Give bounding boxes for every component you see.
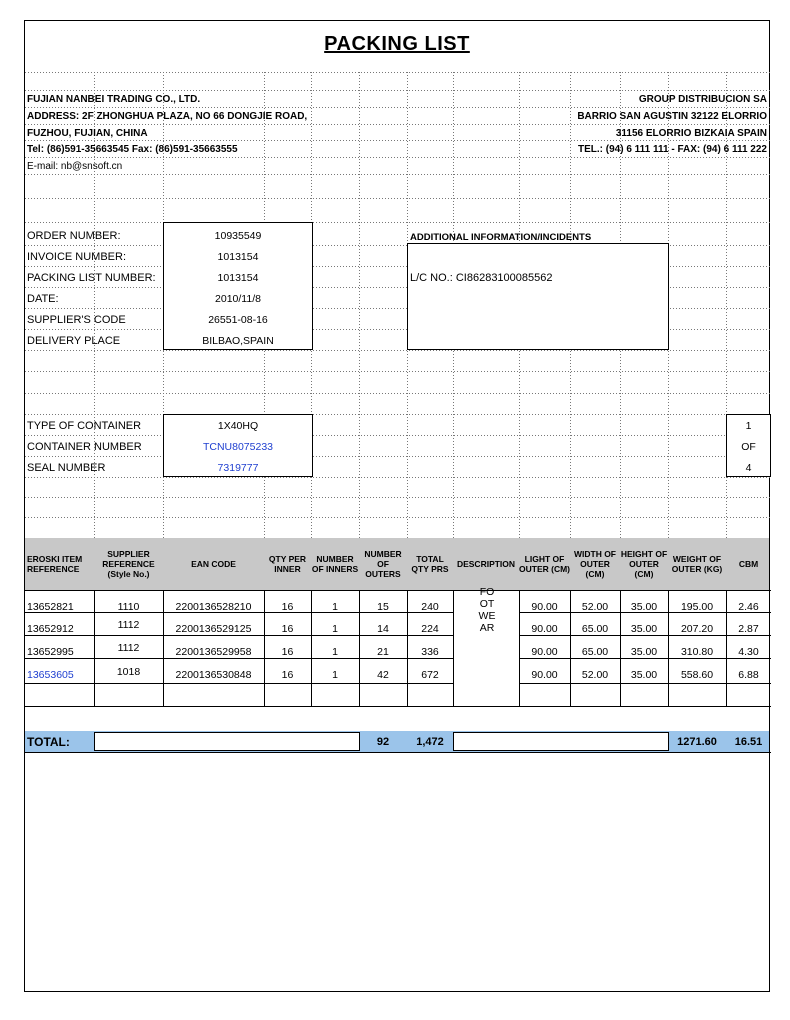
row3-width: 65.00 xyxy=(581,646,609,658)
delivery-place-label: DELIVERY PLACE xyxy=(27,335,121,347)
header-cbm: CBM xyxy=(738,559,759,569)
row3-length: 90.00 xyxy=(531,646,558,658)
row3-qty-inner: 16 xyxy=(281,646,294,658)
row3-inners: 1 xyxy=(332,646,338,658)
table-body-lines xyxy=(25,21,771,993)
row3-height: 35.00 xyxy=(630,646,658,658)
totals-label: TOTAL: xyxy=(27,735,70,749)
row4-ean: 2200136530848 xyxy=(175,669,252,681)
row3-item: 13652995 xyxy=(27,646,74,658)
row3-cbm: 4.30 xyxy=(738,646,759,658)
buyer-address-line2: 31156 ELORRIO BIZKAIA SPAIN xyxy=(615,128,767,139)
row4-weight: 558.60 xyxy=(680,669,714,681)
seller-tel-fax: Tel: (86)591-35663545 Fax: (86)591-35663555 xyxy=(27,144,238,155)
row1-style: 1110 xyxy=(117,601,140,613)
totals-blank-middle xyxy=(453,732,669,751)
order-number: 10935549 xyxy=(214,230,262,242)
row1-inners: 1 xyxy=(332,601,338,613)
row4-width: 52.00 xyxy=(581,669,609,681)
buyer-address-line1: BARRIO SAN AGUSTIN 32122 ELORRIO xyxy=(577,111,767,122)
row3-ean: 2200136529958 xyxy=(175,646,252,658)
row2-total: 224 xyxy=(421,623,439,635)
total-weight: 1271.60 xyxy=(677,736,717,748)
document-title: PACKING LIST xyxy=(324,33,470,55)
row2-length: 90.00 xyxy=(531,623,558,635)
row1-ean: 2200136528210 xyxy=(175,601,252,613)
row2-width: 65.00 xyxy=(581,623,609,635)
seal-number: 7319777 xyxy=(217,462,259,474)
lc-number: L/C NO.: CI86283100085562 xyxy=(410,272,553,284)
row1-outers: 15 xyxy=(377,601,389,613)
description-footwear: FOOTWEAR xyxy=(478,586,496,634)
row4-total: 672 xyxy=(421,669,439,681)
container-number-label: CONTAINER NUMBER xyxy=(27,441,142,453)
row4-height: 35.00 xyxy=(630,669,658,681)
packing-list-number: 1013154 xyxy=(217,272,259,284)
header-qty-per-inner: QTY PER INNER xyxy=(268,554,307,574)
seal-number-label: SEAL NUMBER xyxy=(27,462,106,474)
total-outers: 92 xyxy=(376,736,390,748)
container-type: 1X40HQ xyxy=(217,420,259,432)
header-height: HEIGHT OF OUTER (CM) xyxy=(620,549,668,579)
row2-ean: 2200136529125 xyxy=(175,623,252,635)
row4-item: 13653605 xyxy=(27,669,74,681)
row2-item: 13652912 xyxy=(27,623,74,635)
order-number-label: ORDER NUMBER: xyxy=(27,230,121,242)
row4-inners: 1 xyxy=(332,669,338,681)
header-weight: WEIGHT OF OUTER (KG) xyxy=(671,554,723,574)
row4-cbm: 6.88 xyxy=(738,669,759,681)
row2-height: 35.00 xyxy=(630,623,658,635)
buyer-name: GROUP DISTRIBUCION SA xyxy=(638,94,767,105)
header-length: LIGHT OF OUTER (CM) xyxy=(519,554,570,574)
date-value: 2010/11/8 xyxy=(215,293,261,305)
row4-outers: 42 xyxy=(377,669,389,681)
row3-style: 1112 xyxy=(117,642,140,654)
row3-outers: 21 xyxy=(377,646,389,658)
row2-style: 1112 xyxy=(117,619,140,631)
header-width: WIDTH OF OUTER (CM) xyxy=(573,549,617,579)
row1-height: 35.00 xyxy=(630,601,658,613)
seller-address-line2: FUZHOU, FUJIAN, CHINA xyxy=(27,128,148,139)
buyer-tel-fax: TEL.: (94) 6 111 111 - FAX: (94) 6 111 222 xyxy=(577,144,767,155)
totals-blank-left xyxy=(94,732,360,751)
header-total-qty: TOTAL QTY PRS xyxy=(411,554,449,574)
container-number: TCNU8075233 xyxy=(202,441,274,453)
row2-inners: 1 xyxy=(332,623,338,635)
total-qty-prs: 1,472 xyxy=(416,736,444,748)
row2-qty-inner: 16 xyxy=(281,623,294,635)
row1-total: 240 xyxy=(421,601,439,613)
header-ean-code: EAN CODE xyxy=(191,559,236,569)
header-number-of-inners: NUMBER OF INNERS xyxy=(311,554,359,574)
packing-list-sheet xyxy=(24,20,770,992)
page-total: 4 xyxy=(745,462,752,474)
row2-outers: 14 xyxy=(377,623,389,635)
page-of: OF xyxy=(741,441,756,453)
invoice-number: 1013154 xyxy=(217,251,259,263)
supplier-code: 26551-08-16 xyxy=(208,314,268,326)
page-current: 1 xyxy=(745,420,752,432)
seller-email: E-mail: nb@snsoft.cn xyxy=(27,161,123,172)
row3-total: 336 xyxy=(421,646,439,658)
total-cbm: 16.51 xyxy=(734,736,763,748)
date-label: DATE: xyxy=(27,293,59,305)
header-supplier-reference: SUPPLIER REFERENCE (Style No.) xyxy=(102,549,155,579)
row3-weight: 310.80 xyxy=(680,646,714,658)
header-number-of-outers: NUMBER OF OUTERS xyxy=(364,549,402,579)
row1-cbm: 2.46 xyxy=(738,601,759,613)
row1-weight: 195.00 xyxy=(680,601,714,613)
row4-length: 90.00 xyxy=(531,669,558,681)
header-description: DESCRIPTION xyxy=(456,559,516,569)
invoice-number-label: INVOICE NUMBER: xyxy=(27,251,127,263)
row1-length: 90.00 xyxy=(531,601,558,613)
row2-weight: 207.20 xyxy=(680,623,714,635)
packing-list-number-label: PACKING LIST NUMBER: xyxy=(27,272,156,284)
row4-qty-inner: 16 xyxy=(281,669,294,681)
row1-item: 13652821 xyxy=(27,601,74,613)
seller-name: FUJIAN NANBEI TRADING CO., LTD. xyxy=(27,94,201,105)
seller-address-line1: ADDRESS: 2F ZHONGHUA PLAZA, NO 66 DONGJIE ROAD, xyxy=(27,111,308,122)
row1-qty-inner: 16 xyxy=(281,601,294,613)
row1-width: 52.00 xyxy=(581,601,609,613)
row4-style: 1018 xyxy=(116,666,141,678)
header-item-reference: EROSKI ITEM REFERENCE xyxy=(27,554,83,574)
additional-info-label: ADDITIONAL INFORMATION/INCIDENTS xyxy=(410,232,592,243)
supplier-code-label: SUPPLIER'S CODE xyxy=(27,314,126,326)
delivery-place: BILBAO,SPAIN xyxy=(202,335,274,347)
row2-cbm: 2.87 xyxy=(738,623,759,635)
container-type-label: TYPE OF CONTAINER xyxy=(27,420,142,432)
